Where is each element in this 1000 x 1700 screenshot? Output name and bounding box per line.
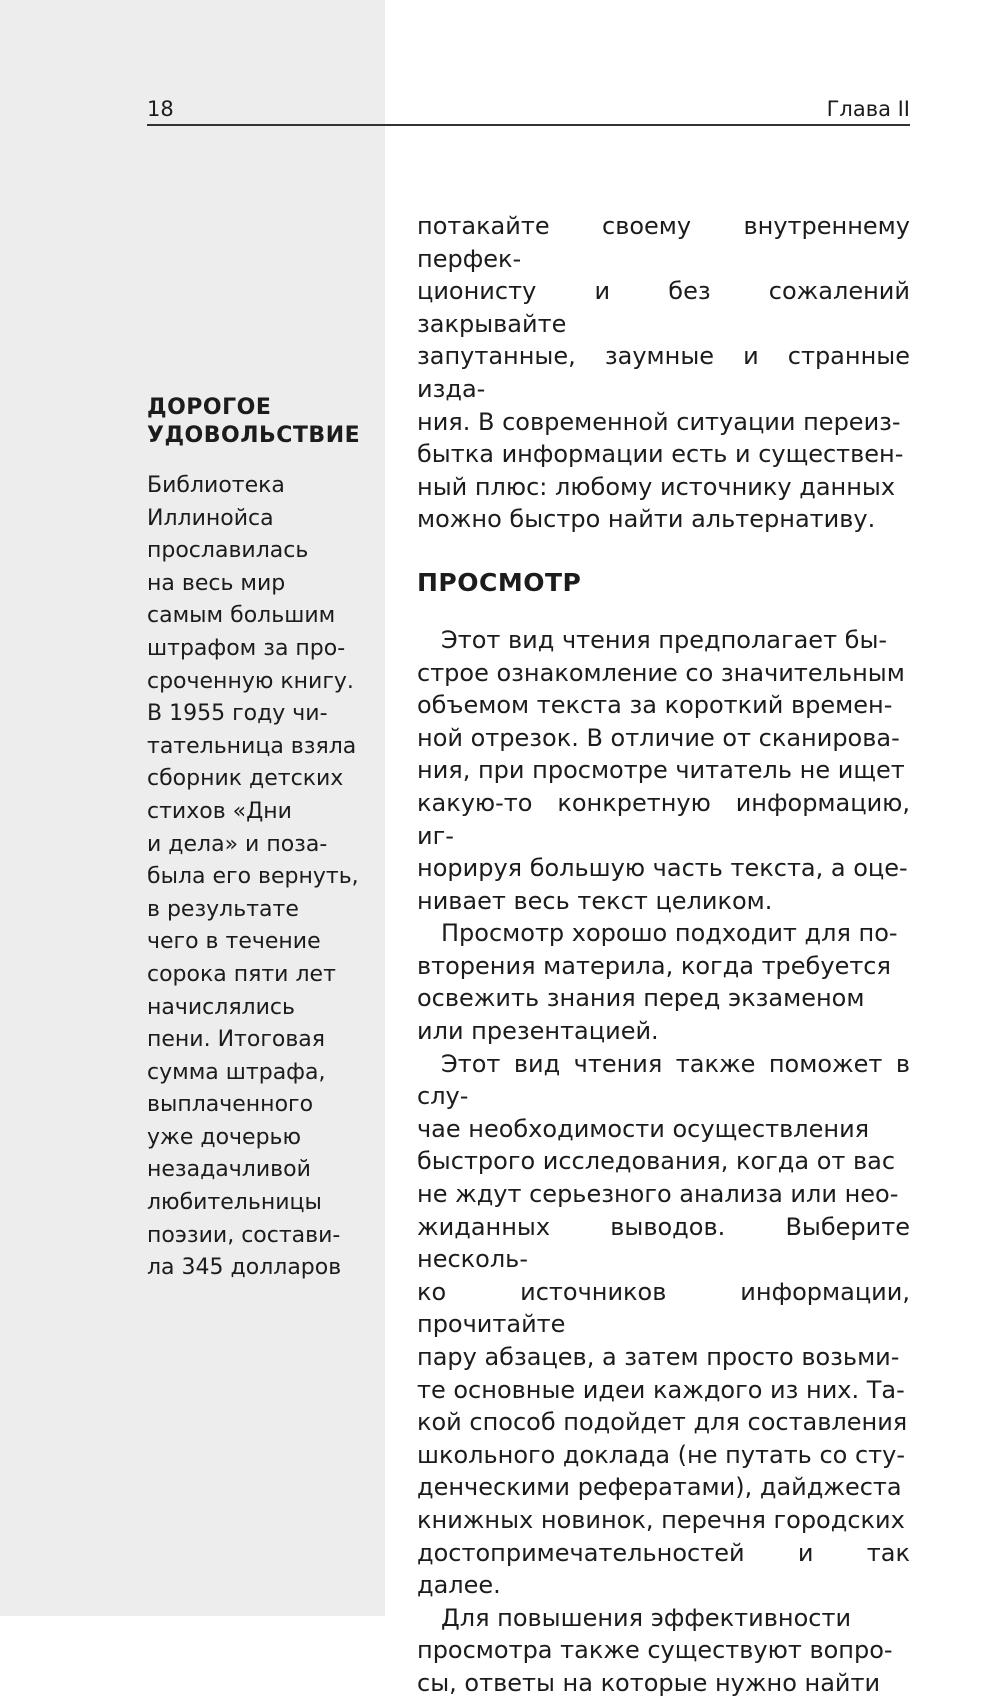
paragraph: Этот вид чтения предполагает бы- строе ознакомление со значительным объемом текста за короткий времен- ной отрезок. В отличие от сканирова- ния, при просмотре читатель не ищет какую-то конкретную информацию, иг- норируя большую часть текста, а оце- нивает весь текст целиком. [417,625,910,915]
paragraph: Просмотр хорошо подходит для по- вторения материла, когда требуется освежить знания перед экзаменом или презентацией. [417,919,898,1046]
paragraph: Этот вид чтения также поможет в слу- чае необходимости осуществления быстрого исследования, когда от вас не ждут серьезного анализа или нео- жиданных выводов. Выберите несколь- ко источников информации, прочитайте пару абзацев, а затем просто возьми- те основные идеи каждого из них. Та- кой способ подойдет для составления школьного доклада (не путать со сту- денческими рефератами), дайджеста книжных новинок, перечня городских достопримечательностей и так далее. [417,1049,910,1600]
running-head: Глава II [826,97,910,121]
paragraph: Для повышения эффективности просмотра также существуют вопро- сы, ответы на которые нужно найти [417,1603,893,1697]
main-text [417,210,910,1700]
intro-paragraph: потакайте своему внутреннему перфек- ционисту и без сожалений закрывайте запутанные, заумные и странные изда- ния. В современной ситуации переиз- бытка информации есть и существен- ный плюс: любому источнику данных можно быстро найти альтернативу. [417,212,910,534]
sidebar-title: ДОРОГОЕ УДОВОЛЬСТВИЕ [147,395,361,448]
sidebar-body: Библиотека Иллинойса прославилась на весь мир самым большим штрафом за про- сроченную книгу. В 1955 году чи- тательница взяла сборник детских стихов «Дни и дела» и поза- была его вернуть, в результате чего в течение сорока пяти лет начислялись пени. Итоговая сумма штрафа, выплаченного уже дочерью незадачливой любительницы поэзии, состави- ла 345 долларов [147,473,359,1281]
page-number: 18 [147,97,174,121]
page-header [147,96,910,126]
section-heading: ПРОСМОТР [417,567,582,597]
sidebar-note [147,394,362,1285]
